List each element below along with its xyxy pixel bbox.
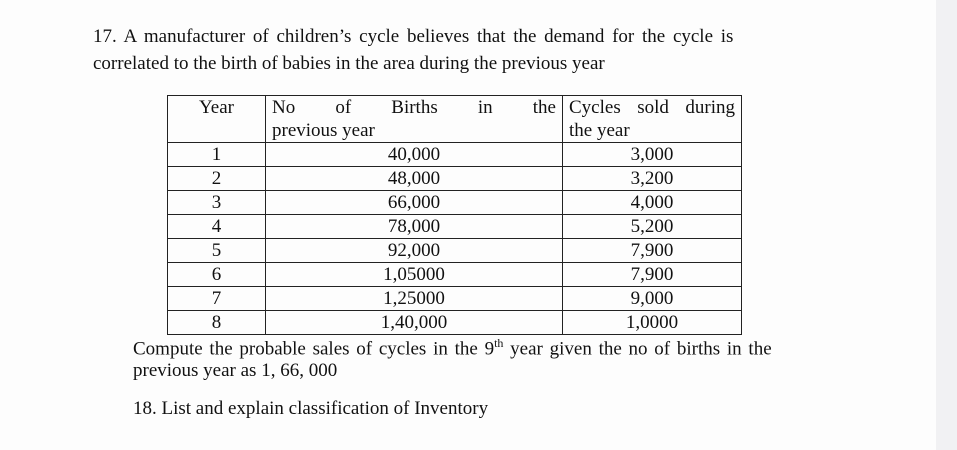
table-row xyxy=(168,311,742,335)
header-word: the xyxy=(532,97,556,118)
side-panel xyxy=(936,0,957,450)
cell-year: 8 xyxy=(168,311,266,335)
table-row xyxy=(168,143,742,167)
cell-year: 7 xyxy=(168,287,266,311)
cell-births: 92,000 xyxy=(266,239,563,263)
cell-year: 3 xyxy=(168,191,266,215)
table-row xyxy=(168,215,742,239)
cell-cycles: 4,000 xyxy=(563,191,742,215)
header-word: in xyxy=(477,97,493,118)
cell-births: 66,000 xyxy=(266,191,563,215)
table-row xyxy=(168,167,742,191)
cell-year: 6 xyxy=(168,263,266,287)
header-word: Births xyxy=(391,97,438,118)
table-header-row xyxy=(168,96,742,143)
cell-cycles: 3,200 xyxy=(563,167,742,191)
cell-births: 40,000 xyxy=(266,143,563,167)
header-word: sold xyxy=(637,97,669,118)
cell-cycles: 5,200 xyxy=(563,215,742,239)
header-cycles-line1 xyxy=(569,96,735,119)
cell-births: 78,000 xyxy=(266,215,563,239)
compute-line1: Compute the probable sales of cycles in the 9th year given the no of births in the xyxy=(133,336,772,360)
cell-year: 5 xyxy=(168,239,266,263)
header-word: No xyxy=(272,97,296,118)
table-row xyxy=(168,191,742,215)
q17-line1: 17. A manufacturer of children’s cycle believes that the demand for the cycle is xyxy=(93,26,734,47)
cell-births: 1,05000 xyxy=(266,263,563,287)
cell-year: 2 xyxy=(168,167,266,191)
cell-cycles: 9,000 xyxy=(563,287,742,311)
cell-cycles: 3,000 xyxy=(563,143,742,167)
header-word: of xyxy=(335,97,352,118)
data-table xyxy=(167,95,742,335)
header-word: during xyxy=(685,97,735,118)
header-births-line1 xyxy=(272,96,556,119)
q17-line2: correlated to the birth of babies in the area during the previous year xyxy=(93,53,605,74)
cell-births: 1,40,000 xyxy=(266,311,563,335)
cell-year: 4 xyxy=(168,215,266,239)
cell-cycles: 1,0000 xyxy=(563,311,742,335)
table-row xyxy=(168,287,742,311)
header-year: Year xyxy=(168,96,266,143)
table-row xyxy=(168,239,742,263)
header-births: No of Births in the previous year xyxy=(266,96,563,143)
header-word: Cycles xyxy=(569,97,621,118)
table-row xyxy=(168,263,742,287)
cell-births: 48,000 xyxy=(266,167,563,191)
cell-cycles: 7,900 xyxy=(563,239,742,263)
compute-line2: previous year as 1, 66, 000 xyxy=(133,360,338,381)
cell-year: 1 xyxy=(168,143,266,167)
header-cycles: Cycles sold during the year xyxy=(563,96,742,143)
cell-births: 1,25000 xyxy=(266,287,563,311)
cell-cycles: 7,900 xyxy=(563,263,742,287)
q18-text: 18. List and explain classification of Inventory xyxy=(133,398,489,419)
